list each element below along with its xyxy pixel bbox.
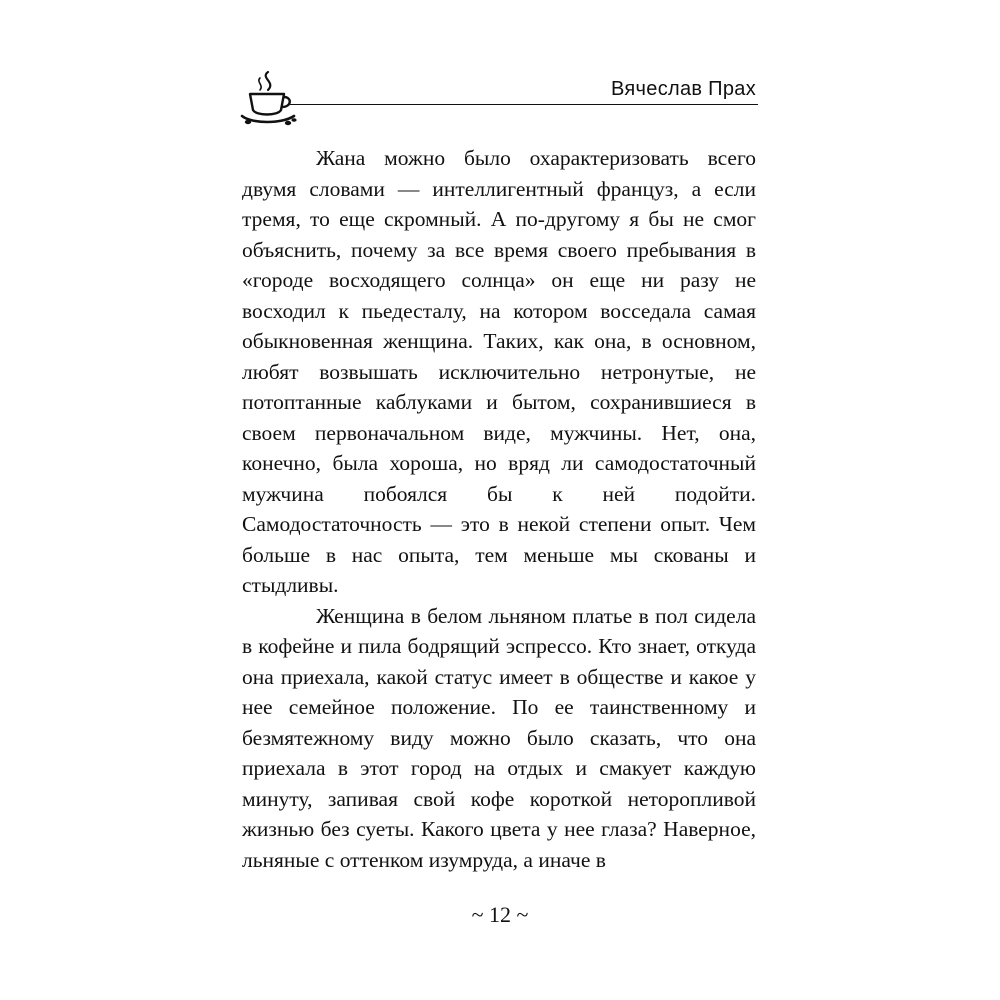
header-rule (290, 104, 758, 105)
paragraph-2: Женщина в белом льняном платье в пол сидела в кофейне и пила бодрящий эспрессо. Кто знает, откуда она приехала, какой статус имеет в обществе и какое у нее семейное положение. По ее таинственному и безмятежному виду можно было сказать, что она приехала в этот город на отдых и смакует каждую минуту, запивая свой кофе короткой неторопливой жизнью без суеты. Какого цвета у нее глаза? Наверное, льняные с оттенком изумруда, а иначе в (242, 603, 756, 872)
paragraph-1: Жана можно было охарактеризовать всего двумя словами — интеллигентный француз, а если тремя, то еще скромный. А по-другому я бы не смог объяснить, почему за все время своего пребывания в «городе восходящего солнца» он еще ни разу не восходил к пьедесталу, на котором восседала самая обыкновенная женщина. Таких, как она, в основном, любят возвышать исключительно нетронутые, не потоптанные каблуками и бытом, сохранившиеся в своем первоначальном виде, мужчины. Нет, она, конечно, была хороша, но вряд ли самодостаточный мужчина побоялся бы к ней подойти. Самодостаточность — это в некой степени опыт. Чем больше в нас опыта, тем меньше мы скованы и стыдливы. (242, 146, 756, 597)
page-number: ~ 12 ~ (471, 902, 529, 927)
page-body-text (242, 143, 756, 875)
running-header-author: Вячеслав Прах (611, 78, 756, 100)
coffee-cup-icon (238, 68, 300, 130)
